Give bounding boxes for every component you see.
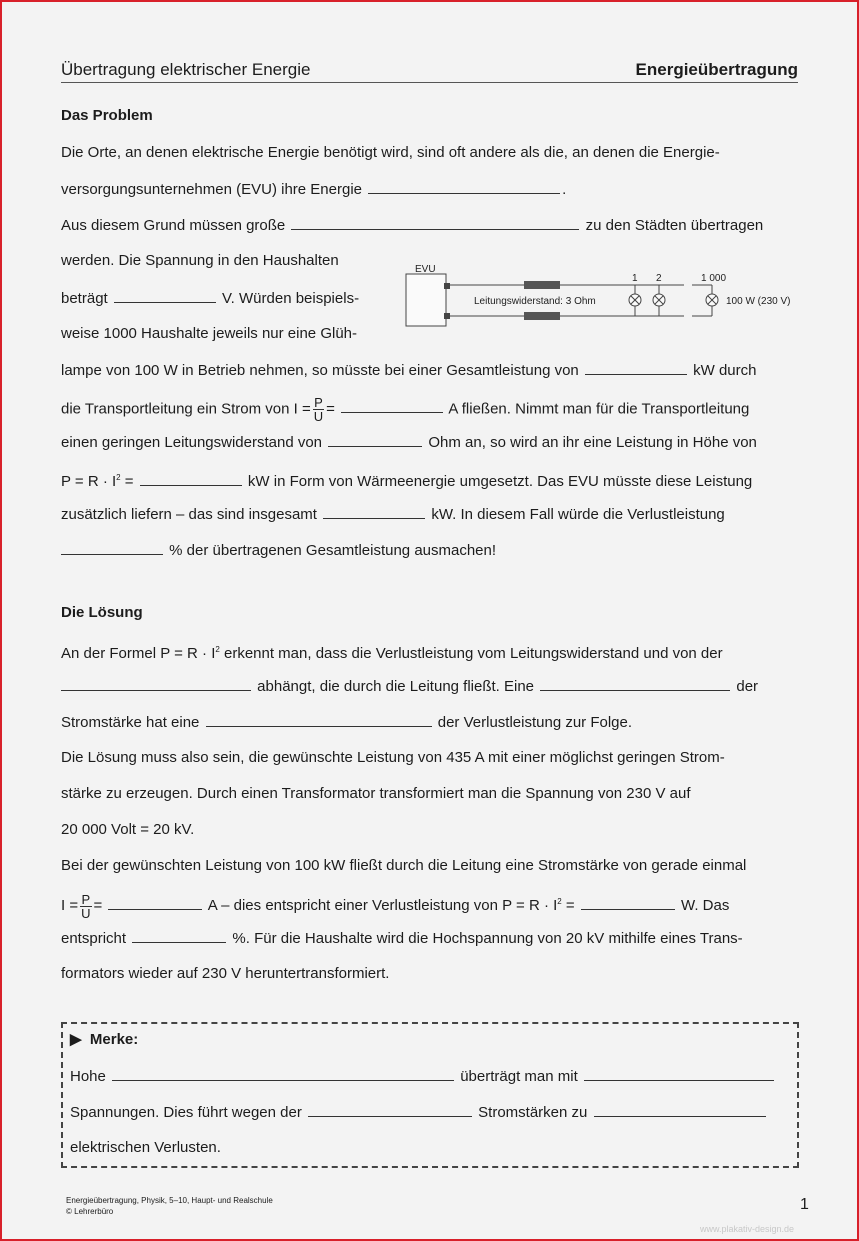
evu-box <box>406 274 446 326</box>
resistor-top <box>524 281 560 289</box>
answer-blank[interactable] <box>291 215 579 230</box>
text-fragment: erkennt man, dass die Verlustleistung vom Leitungswiderstand und von der <box>219 645 723 662</box>
footer-source: Energieübertragung, Physik, 5–10, Haupt- und Realschule <box>66 1196 273 1205</box>
text-line: Bei der gewünschten Leistung von 100 kW fließt durch die Leitung eine Stromstärke von gerade einmal <box>61 857 747 874</box>
lamp-2 <box>653 285 665 316</box>
text-fragment: %. Für die Haushalte wird die Hochspannung von 20 kV mithilfe eines Trans- <box>232 930 743 947</box>
lamp-2-label: 2 <box>656 273 662 284</box>
text-fragment: = <box>561 897 575 914</box>
answer-blank[interactable] <box>132 928 226 943</box>
text-line: Die Orte, an denen elektrische Energie benötigt wird, sind oft andere als die, an denen die Energie- <box>61 144 720 161</box>
answer-blank[interactable] <box>341 398 443 413</box>
text-line <box>61 395 750 424</box>
text-line: formators wieder auf 230 V heruntertransformiert. <box>61 965 390 982</box>
text-fragment: versorgungsunternehmen (EVU) ihre Energie <box>61 181 362 198</box>
text-fragment: einen geringen Leitungswiderstand von <box>61 434 323 451</box>
watermark: www.plakativ-design.de <box>700 1224 795 1234</box>
page-number: 1 <box>800 1196 809 1213</box>
fraction-denominator: U <box>313 409 324 424</box>
text-fragment: der Verlustleistung zur Folge. <box>437 714 633 731</box>
text-line: elektrischen Verlusten. <box>70 1139 221 1156</box>
fraction-denominator: U <box>81 905 91 921</box>
text-line <box>61 432 757 452</box>
text-line <box>61 179 566 199</box>
answer-blank[interactable] <box>540 676 730 691</box>
header-title: Übertragung elektrischer Energie <box>61 60 311 79</box>
text-fragment: I = <box>61 897 79 914</box>
text-fragment: kW. In diesem Fall würde die Verlustleistung <box>431 506 725 523</box>
play-arrow-icon: ▶ <box>70 1031 82 1048</box>
text-line <box>61 712 632 732</box>
header-topic: Energieübertragung <box>635 60 798 79</box>
merke-title-text: Merke: <box>89 1031 139 1048</box>
lamp-rating: 100 W (230 V) <box>726 296 791 307</box>
text-line: stärke zu erzeugen. Durch einen Transformator transformiert man die Spannung von 230 V auf <box>61 785 691 802</box>
superscript: 2 <box>557 897 562 906</box>
answer-blank[interactable] <box>594 1102 766 1117</box>
text-fragment: kW durch <box>693 362 757 379</box>
text-line <box>61 288 359 308</box>
answer-blank[interactable] <box>61 540 163 555</box>
text-fragment: die Transportleitung ein Strom von I = <box>61 400 311 418</box>
text-fragment: lampe von 100 W in Betrieb nehmen, so müsste bei einer Gesamtleistung von <box>61 362 579 379</box>
text-fragment: kW in Form von Wärmeenergie umgesetzt. Das EVU müsste diese Leistung <box>247 473 753 490</box>
text-line: weise 1000 Haushalte jeweils nur eine Glüh- <box>61 325 358 342</box>
resistor-bottom <box>524 312 560 320</box>
answer-blank[interactable] <box>108 895 202 910</box>
text-fragment: zusätzlich liefern – das sind insgesamt <box>61 506 317 523</box>
text-fragment: % der übertragenen Gesamtleistung ausmachen! <box>169 542 497 559</box>
fraction-numerator: P <box>314 395 323 410</box>
text-line <box>61 360 756 380</box>
text-fragment: = <box>93 897 103 914</box>
text-line <box>61 215 763 235</box>
lamp-n <box>706 285 718 316</box>
text-line: Die Lösung muss also sein, die gewünschte Leistung von 435 A mit einer möglichst geringen Strom- <box>61 749 725 766</box>
text-fragment: P = R · I <box>61 473 117 490</box>
header-divider <box>61 82 798 83</box>
text-fragment: abhängt, die durch die Leitung fließt. Eine <box>257 678 535 695</box>
superscript: 2 <box>116 473 121 482</box>
text-fragment: V. Würden beispiels- <box>222 290 360 307</box>
text-fragment: Hohe <box>70 1068 106 1085</box>
merke-title <box>70 1030 138 1048</box>
text-line: 20 000 Volt = 20 kV. <box>61 821 195 838</box>
answer-blank[interactable] <box>308 1102 472 1117</box>
footer-copyright: © Lehrerbüro <box>66 1207 114 1216</box>
circuit-diagram <box>400 260 810 335</box>
answer-blank[interactable] <box>585 360 687 375</box>
section-title-problem: Das Problem <box>61 107 153 124</box>
text-fragment: An der Formel P = R · I <box>61 645 216 662</box>
text-line <box>61 504 725 524</box>
text-fragment: = <box>120 473 138 490</box>
text-fragment: Stromstärke hat eine <box>61 714 200 731</box>
text-fragment: Stromstärken zu <box>478 1104 588 1121</box>
text-line <box>61 640 723 660</box>
text-fragment: Aus diesem Grund müssen große <box>61 217 286 234</box>
answer-blank[interactable] <box>206 712 432 727</box>
text-fragment: Spannungen. Dies führt wegen der <box>70 1104 302 1121</box>
lamp-1-label: 1 <box>632 273 638 284</box>
text-line <box>61 676 758 696</box>
answer-blank[interactable] <box>323 504 425 519</box>
text-fragment: überträgt man mit <box>460 1068 578 1085</box>
text-fragment: W. Das <box>681 897 730 914</box>
evu-label: EVU <box>415 264 436 275</box>
text-line <box>70 1066 776 1086</box>
text-fragment: A fließen. Nimmt man für die Transportleitung <box>448 400 750 418</box>
fraction-p-over-u <box>80 893 91 920</box>
answer-blank[interactable] <box>114 288 216 303</box>
text-line <box>61 891 730 921</box>
text-line <box>61 928 743 948</box>
text-fragment: Ohm an, so wird an ihr eine Leistung in Höhe von <box>428 434 757 451</box>
superscript: 2 <box>215 645 220 654</box>
text-fragment: . <box>562 181 567 198</box>
text-fragment: entspricht <box>61 930 127 947</box>
text-line <box>70 1102 768 1122</box>
answer-blank[interactable] <box>61 676 251 691</box>
answer-blank[interactable] <box>140 471 242 486</box>
lamp-1 <box>629 285 641 316</box>
text-fragment: der <box>736 678 759 695</box>
text-fragment: A – dies entspricht einer Verlustleistung von P = R · I <box>207 897 558 914</box>
resistor-label: Leitungswiderstand: 3 Ohm <box>474 296 596 307</box>
answer-blank[interactable] <box>584 1066 774 1081</box>
lamp-n-label: 1 000 <box>701 273 727 284</box>
text-fragment: zu den Städten übertragen <box>585 217 764 234</box>
text-fragment: beträgt <box>61 290 108 307</box>
answer-blank[interactable] <box>112 1066 454 1081</box>
section-title-solution: Die Lösung <box>61 604 143 621</box>
fraction-numerator: P <box>81 891 91 907</box>
text-line <box>61 468 752 488</box>
text-line <box>61 540 496 560</box>
answer-blank[interactable] <box>581 895 675 910</box>
fraction-p-over-u <box>313 396 324 423</box>
text-fragment: = <box>326 400 335 418</box>
text-line: werden. Die Spannung in den Haushalten <box>61 252 339 269</box>
answer-blank[interactable] <box>328 432 422 447</box>
answer-blank[interactable] <box>368 179 560 194</box>
